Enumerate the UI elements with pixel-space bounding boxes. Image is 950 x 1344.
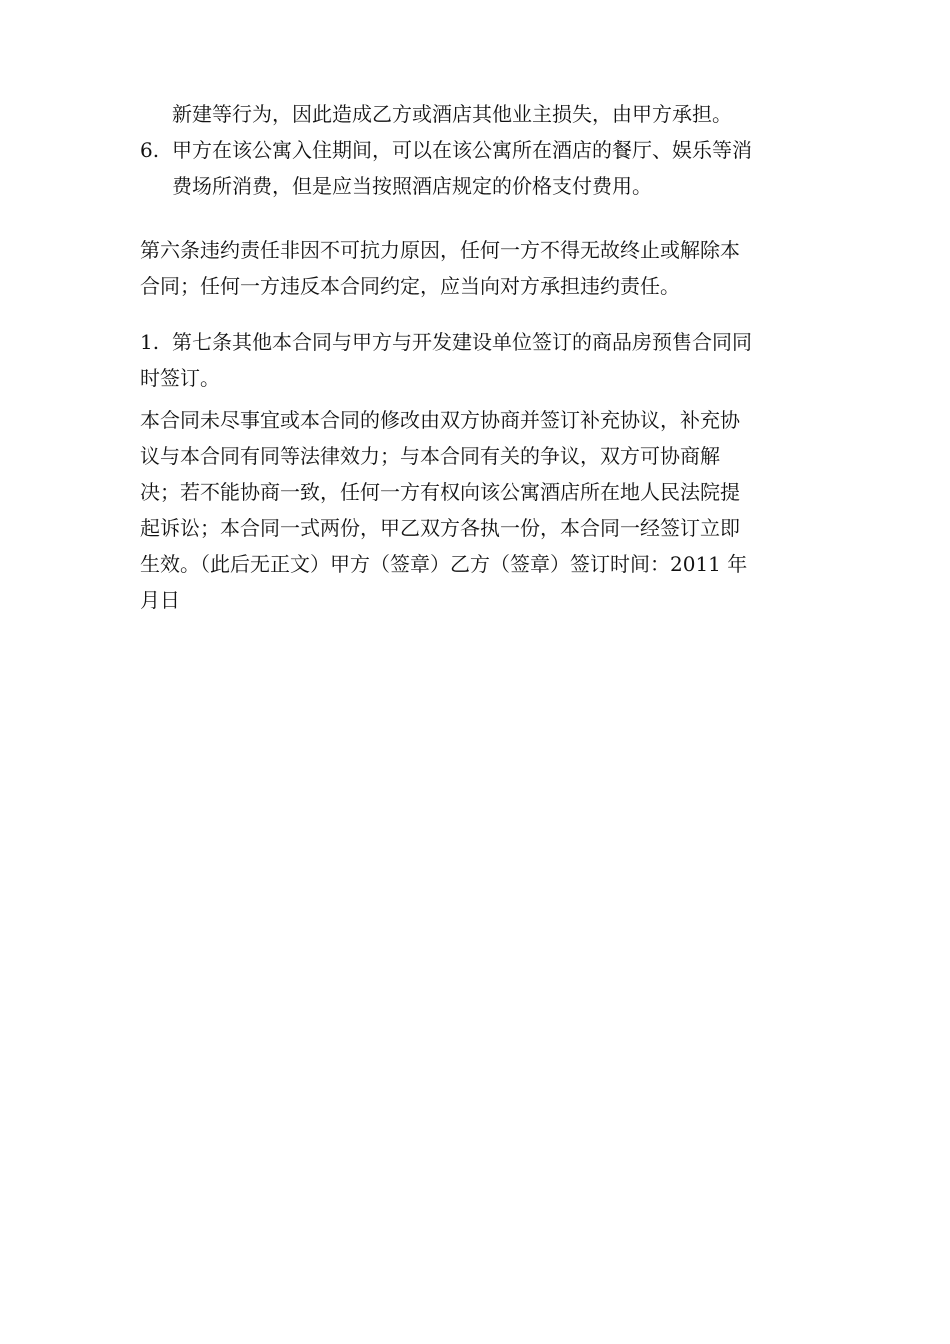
list-item-6	[140, 132, 822, 204]
article-6-paragraph	[140, 232, 822, 304]
closing-line-6: 月日	[140, 588, 180, 612]
list-number: 6.	[140, 138, 160, 162]
article-7-paragraph	[140, 324, 822, 396]
article7-line-1: 第七条其他本合同与甲方与开发建设单位签订的商品房预售合同同	[172, 330, 752, 354]
closing-line-4: 起诉讼；本合同一式两份，甲乙双方各执一份，本合同一经签订立即	[140, 516, 740, 540]
closing-line-1: 本合同未尽事宜或本合同的修改由双方协商并签订补充协议，补充协	[140, 408, 740, 432]
article6-line-1: 第六条违约责任非因不可抗力原因，任何一方不得无故终止或解除本	[140, 238, 740, 262]
document-body	[140, 96, 822, 618]
article7-line-2: 时签订。	[140, 366, 220, 390]
closing-line-3: 决；若不能协商一致，任何一方有权向该公寓酒店所在地人民法院提	[140, 480, 740, 504]
article6-line-2: 合同；任何一方违反本合同约定，应当向对方承担违约责任。	[140, 274, 680, 298]
closing-line-2: 议与本合同有同等法律效力；与本合同有关的争议，双方可协商解	[140, 444, 720, 468]
item5-continuation: 新建等行为，因此造成乙方或酒店其他业主损失，由甲方承担。	[172, 102, 732, 126]
closing-line-5: 生效。（此后无正文）甲方（签章）乙方（签章）签订时间：2011 年	[140, 552, 748, 576]
item6-line-2: 费场所消费，但是应当按照酒店规定的价格支付费用。	[172, 174, 652, 198]
item6-line-1: 甲方在该公寓入住期间，可以在该公寓所在酒店的餐厅、娱乐等消	[172, 138, 752, 162]
closing-paragraph	[140, 402, 822, 618]
list-number: 1.	[140, 330, 160, 354]
